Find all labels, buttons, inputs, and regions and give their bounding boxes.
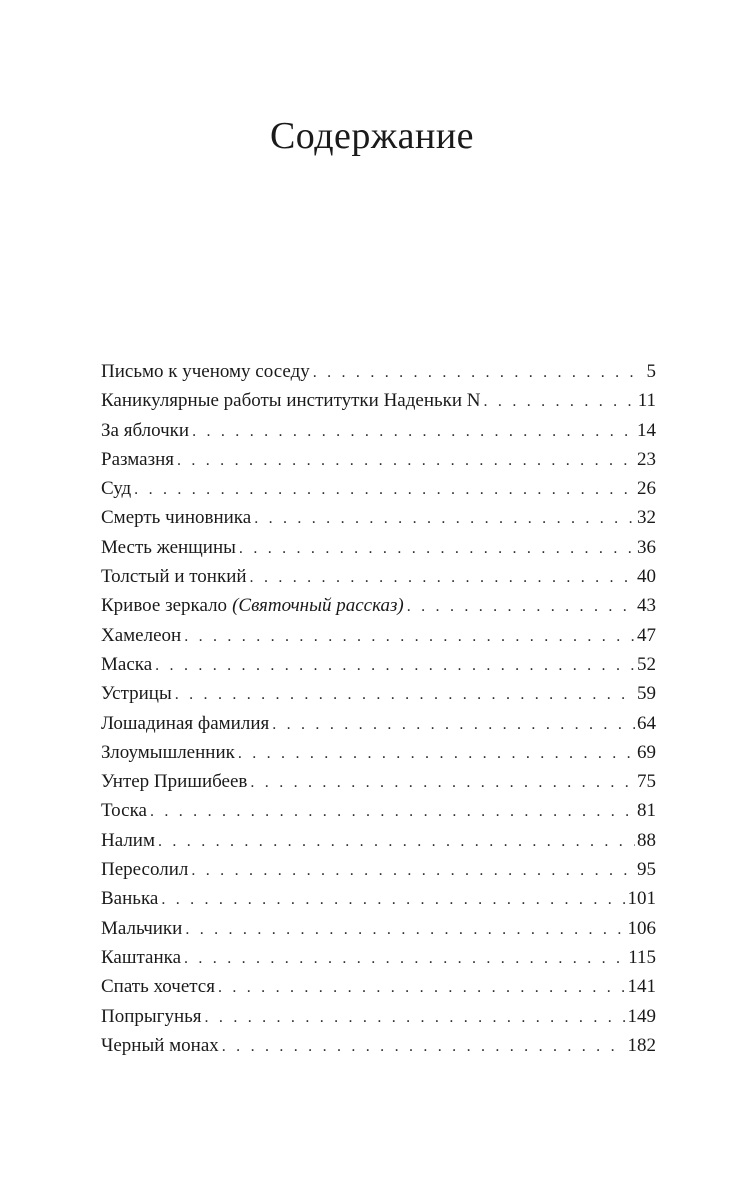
toc-entry-title-text: Мальчики <box>101 917 183 939</box>
toc-entry-page-number: 47 <box>637 624 656 646</box>
toc-entry-title-text: Письмо к ученому соседу <box>101 361 310 382</box>
dot-leader <box>192 417 635 446</box>
toc-entry-title <box>101 767 247 796</box>
toc-entry-title <box>101 562 247 591</box>
toc-entry-page-number: 52 <box>637 653 656 675</box>
toc-entry <box>101 914 656 943</box>
toc-entry-title <box>101 738 235 767</box>
toc-entry-page-number: 182 <box>627 1034 656 1056</box>
toc-entry <box>101 679 656 708</box>
toc-entry-title <box>101 621 181 650</box>
toc-entry-title <box>101 503 251 532</box>
dot-leader <box>238 739 635 768</box>
dot-leader <box>205 1003 626 1032</box>
toc-entry <box>101 796 656 825</box>
toc-entry-page-number: 23 <box>637 448 656 470</box>
toc-entry-title-text: Месть женщины <box>101 536 236 558</box>
toc-entry <box>101 533 656 562</box>
toc-entry-title <box>101 855 188 884</box>
toc-entry-title-text: Маска <box>101 653 153 675</box>
toc-entry-title-text: Налим <box>101 829 155 851</box>
toc-entry-title <box>101 1031 219 1060</box>
toc-entry-page-number: 64 <box>637 712 656 734</box>
toc-entry <box>101 416 656 445</box>
toc-entry-title-text: Размазня <box>101 448 174 470</box>
toc-entry-title-text: За яблочки <box>101 419 190 441</box>
toc-entry-page-number: 32 <box>637 507 656 529</box>
toc-entry-page-number: 141 <box>627 976 656 998</box>
toc-entry-title-text: Тоска <box>101 800 147 822</box>
toc-entry-title <box>101 357 310 386</box>
dot-leader <box>161 885 625 914</box>
toc-entry-page-number: 43 <box>637 595 656 617</box>
toc-entry <box>101 855 656 884</box>
toc-entry-page-number: 95 <box>637 859 656 881</box>
toc-entry <box>101 386 656 415</box>
dot-leader <box>407 592 635 621</box>
toc-entry-title-text: Злоумышленник <box>101 741 235 763</box>
toc-entry-title <box>101 591 404 620</box>
toc-entry-title-text: Толстый и тонкий <box>101 566 247 588</box>
toc-entry-page-number: 26 <box>637 478 656 500</box>
toc-entry-title <box>101 884 158 913</box>
dot-leader <box>134 475 635 504</box>
toc-entry <box>101 826 656 855</box>
toc-entry-title <box>101 943 181 972</box>
dot-leader <box>185 915 625 944</box>
toc-entry-title-text: Каштанка <box>101 946 181 968</box>
toc-entry-page-number: 101 <box>627 888 656 910</box>
dot-leader <box>222 1032 626 1061</box>
toc-entry <box>101 621 656 650</box>
dot-leader <box>218 973 626 1002</box>
toc-entry <box>101 884 656 913</box>
toc-entry-title <box>101 914 182 943</box>
toc-entry <box>101 474 656 503</box>
dot-leader <box>184 944 626 973</box>
toc-entry-title-text: Унтер Пришибеев <box>101 771 248 793</box>
toc-entry-title <box>101 445 174 474</box>
toc-entry-page-number: 88 <box>637 829 656 851</box>
dot-leader <box>175 680 635 709</box>
toc-entry-page-number: 11 <box>637 390 656 412</box>
toc-entry-title <box>101 533 236 562</box>
dot-leader <box>191 856 635 885</box>
toc-entry <box>101 943 656 972</box>
toc-entry <box>101 562 656 591</box>
toc-entry-title <box>101 679 172 708</box>
toc-entry <box>101 738 656 767</box>
toc-entry-title-text: Попрыгунья <box>101 1005 202 1027</box>
toc-entry-title <box>101 650 152 679</box>
toc-entry-page-number: 69 <box>637 741 656 763</box>
toc-entry-page-number: 149 <box>627 1005 656 1027</box>
toc-entry-page-number: 14 <box>637 419 656 441</box>
toc-entry-page-number: 59 <box>637 683 656 705</box>
toc-entry-title <box>101 386 481 415</box>
toc-entry <box>101 972 656 1001</box>
toc-entry <box>101 1031 656 1060</box>
dot-leader <box>484 387 636 416</box>
toc-entry-title-text: Лошадиная фамилия <box>101 712 270 734</box>
toc-entry <box>101 650 656 679</box>
dot-leader <box>150 797 635 826</box>
toc-entry-page-number: 5 <box>646 361 656 382</box>
dot-leader <box>254 504 635 533</box>
dot-leader <box>313 358 645 387</box>
toc-entry-page-number: 115 <box>628 946 656 968</box>
dot-leader <box>158 827 635 856</box>
toc-entry-subtitle: (Святочный рассказ) <box>232 595 404 617</box>
toc-entry-page-number: 75 <box>637 771 656 793</box>
toc-entry-title-text: Кривое зеркало <box>101 595 228 617</box>
toc-entry-title <box>101 474 131 503</box>
toc-entry-page-number: 106 <box>627 917 656 939</box>
toc-entry-title-text: Черный монах <box>101 1034 219 1056</box>
dot-leader <box>155 651 635 680</box>
toc-entry-title <box>101 709 269 738</box>
toc-entry-title-text: Суд <box>101 478 132 500</box>
dot-leader <box>272 710 635 739</box>
toc-entry <box>101 357 656 386</box>
toc-entry-title <box>101 972 215 1001</box>
toc-entry-title-text: Смерть чиновника <box>101 507 252 529</box>
toc-entry <box>101 1002 656 1031</box>
toc-entry <box>101 767 656 796</box>
toc-entry-title-text: Пересолил <box>101 859 189 881</box>
toc-entry-page-number: 36 <box>637 536 656 558</box>
toc-entry-title-text: Хамелеон <box>101 624 182 646</box>
toc-entry-title-text: Спать хочется <box>101 976 215 998</box>
table-of-contents <box>101 357 656 1060</box>
toc-entry-title-text: Каникулярные работы институтки Наденьки N <box>101 390 481 412</box>
dot-leader <box>177 446 635 475</box>
toc-entry-title <box>101 416 189 445</box>
toc-entry <box>101 709 656 738</box>
toc-entry <box>101 503 656 532</box>
dot-leader <box>250 563 635 592</box>
toc-entry-title-text: Устрицы <box>101 683 172 705</box>
toc-entry-title <box>101 1002 202 1031</box>
page-title: Содержание <box>269 115 475 157</box>
toc-entry <box>101 591 656 620</box>
toc-entry-page-number: 81 <box>637 800 656 822</box>
toc-entry <box>101 445 656 474</box>
dot-leader <box>239 534 635 563</box>
dot-leader <box>184 622 635 651</box>
toc-entry-title <box>101 826 155 855</box>
toc-entry-page-number: 40 <box>637 566 656 588</box>
dot-leader <box>250 768 635 797</box>
toc-entry-title-text: Ванька <box>101 888 159 910</box>
toc-entry-title <box>101 796 147 825</box>
